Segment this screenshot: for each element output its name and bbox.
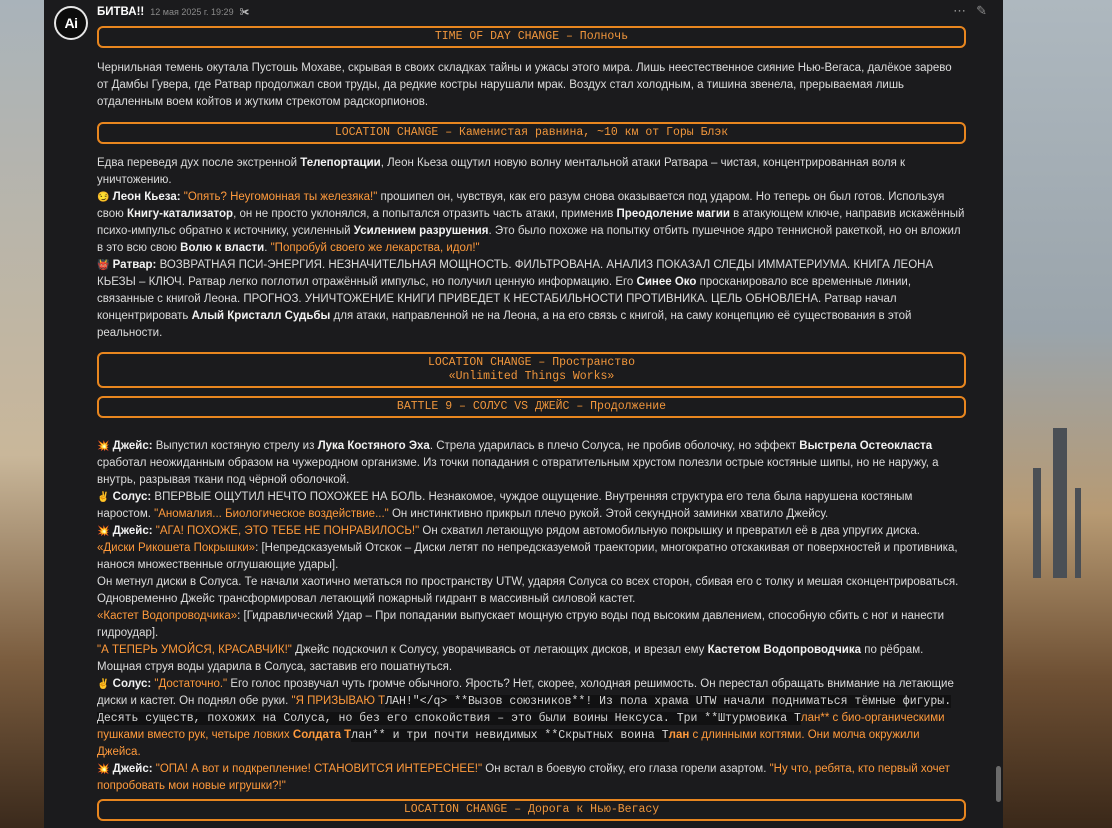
pin-icon: ✀ xyxy=(239,7,250,18)
author-name[interactable]: БИТВА!! xyxy=(97,6,145,18)
paragraph: "А ТЕПЕРЬ УМОЙСЯ, КРАСАВЧИК!" Джейс подскочил к Солусу, уворачиваясь от летающих дисков, и врезал ему Кастетом Водопроводчика по рёбрам. Мощная струя воды ударила в Солуса, заставив его пошатнуться. xyxy=(97,644,924,673)
background-spire xyxy=(1075,488,1081,578)
avatar[interactable]: Ai xyxy=(54,6,88,40)
scrollbar-thumb[interactable] xyxy=(996,766,1001,802)
time-change-box: TIME OF DAY CHANGE – Полночь xyxy=(97,26,966,48)
location-change-box: LOCATION CHANGE – Дорога к Нью-Вегасу xyxy=(97,799,966,821)
location-change-box: LOCATION CHANGE – Пространство «Unlimited Things Works» xyxy=(97,352,966,388)
paragraph: Чернильная темень окутала Пустошь Мохаве, скрывая в своих складках тайны и ужасы этого мира. Лишь неестественное сияние Нью-Вегаса, далёкое зарево от Дамбы Гувера, где Ратвар продолжал свои труды, да редкие костры нарушали мрак. Воздух стал холодным, а тишина звенела, прерываемая лишь отдаленным воем койтов и жутким стрекотом радскорпионов. xyxy=(97,62,952,108)
battle-box: BATTLE 9 – СОЛУС VS ДЖЕЙС – Продолжение xyxy=(97,396,966,418)
paragraph: ✌️ Солус: ВПЕРВЫЕ ОЩУТИЛ НЕЧТО ПОХОЖЕЕ НА БОЛЬ. Незнакомое, чуждое ощущение. Внутренняя структура его тела была нарушена костяным наростом. "Аномалия... Биологическое воздействие..." Он инстинктивно прикрыл плечо рукой. Этой секундной заминки хватило Джейсу. xyxy=(97,491,913,520)
background-right xyxy=(1003,0,1112,828)
message-panel xyxy=(44,0,1003,828)
paragraph: 💥 Джейс: "АГА! ПОХОЖЕ, ЭТО ТЕБЕ НЕ ПОНРАВИЛОСЬ!" Он схватил летающую рядом автомобильную покрышку и превратил её в два упругих диска. xyxy=(97,525,920,537)
paragraph: «Кастет Водопроводчика»: [Гидравлический Удар – При попадании выпускает мощную струю воды под высоким давлением, способную сбить с ног и нанести гидроудар]. xyxy=(97,610,945,639)
location-change-box: LOCATION CHANGE – Каменистая равнина, ~10 км от Горы Блэк xyxy=(97,122,966,144)
background-spire xyxy=(1033,468,1041,578)
message-header xyxy=(97,6,249,18)
background-spire xyxy=(1053,428,1067,578)
paragraph: Он метнул диски в Солуса. Те начали хаотично метаться по пространству UTW, ударяя Солуса со всех сторон, сбивая его с толку и мешая сконцентрироваться. Одновременно Джейс трансформировал летающий пожарный гидрант в массивный силовой кастет. xyxy=(97,576,959,605)
message-actions xyxy=(953,4,987,19)
paragraph: 💥 Джейс: Выпустил костяную стрелу из Лука Костяного Эха. Стрела ударилась в плечо Солуса, не пробив оболочку, но эффект Выстрела Остеокласта сработал неожиданным образом на чужеродном организме. Из точки попадания с отвратительным хрустом полезли острые костяные шипы, но не наружу, а внутрь, разрывая ткани под чёрной оболочкой. xyxy=(97,440,939,486)
paragraph: ✌️ Солус: "Достаточно." Его голос прозвучал чуть громче обычного. Ярость? Нет, скорее, холодная решимость. Он перестал обращать внимание на летающие диски и кастет. Он поднял обе руки. "Я ПРИЗЫВАЮ ТЛАН!"</q> **Вызов союзников**! Из пола храма UTW начали подниматься тёмные фигуры. Десять существ, похожих на Солуса, но без его спокойствия – это были воины Нексуса. Три **Штурмовика Тлан** с био-органическими пушками вместо рук, четыре ловких Солдата Тлан** и три почти невидимых **Скрытных воина Тлан с длинными когтями. Они молча окружили Джейса. xyxy=(97,678,954,758)
paragraph: «Диски Рикошета Покрышки»: [Непредсказуемый Отскок – Диски летят по непредсказуемой траектории, многократно отскакивая от поверхностей и противника, нанося множественные оглушающие удары]. xyxy=(97,542,958,571)
timestamp: 12 мая 2025 г. 19:29 xyxy=(150,7,234,17)
edit-icon[interactable]: ✎ xyxy=(976,4,987,19)
paragraph: 😏 Леон Кьеза: "Опять? Неугомонная ты железяка!" прошипел он, чувствуя, как его разум снова оказывается под ударом. Но теперь он был готов. Используя свою Книгу-катализатор, он не просто уклонялся, а попытался отразить часть атаки, применив Преодоление магии в атакующем ключе, направив искажённый психо-импульс обратно к источнику, усиленный Усилением разрушения. Это было похоже на попытку отбить пушечное ядро теннисной ракеткой, но он вложил в это всю свою Волю к власти. "Попробуй своего же лекарства, идол!" xyxy=(97,191,965,254)
paragraph: 💥 Джейс: "ОПА! А вот и подкрепление! СТАНОВИТСЯ ИНТЕРЕСНЕЕ!" Он встал в боевую стойку, его глаза горели азартом. "Ну что, ребята, кто первый хочет попробовать мои новые игрушки?!" xyxy=(97,763,950,792)
paragraph: Едва переведя дух после экстренной Телепортации, Леон Кьеза ощутил новую волну ментальной атаки Ратвара – чистая, концентрированная воля к уничтожению. xyxy=(97,157,906,186)
paragraph: 👹 Ратвар: ВОЗВРАТНАЯ ПСИ-ЭНЕРГИЯ. НЕЗНАЧИТЕЛЬНАЯ МОЩНОСТЬ. ФИЛЬТРОВАНА. АНАЛИЗ ПОКАЗАЛ СЛЕДЫ ИММАТЕРИУМА. КНИГА ЛЕОНА КЬЕЗЫ – КЛЮЧ. Ратвар легко поглотил отражённый импульс, но получил ценную информацию. Его Синее Око просканировало все временные линии, связанные с книгой Леона. ПРОГНОЗ. УНИЧТОЖЕНИЕ КНИГИ ПРИВЕДЕТ К НЕСТАБИЛЬНОСТИ ПРОТИВНИКА. ЦЕЛЬ ОБНОВЛЕНА. Ратвар начал концентрировать Алый Кристалл Судьбы для атаки, направленной не на Леона, а на его связь с книгой, на саму концепцию её существования в этой реальности. xyxy=(97,259,934,339)
background-left xyxy=(0,0,44,828)
more-icon[interactable]: ⋯ xyxy=(953,4,967,19)
message-content xyxy=(97,26,966,821)
